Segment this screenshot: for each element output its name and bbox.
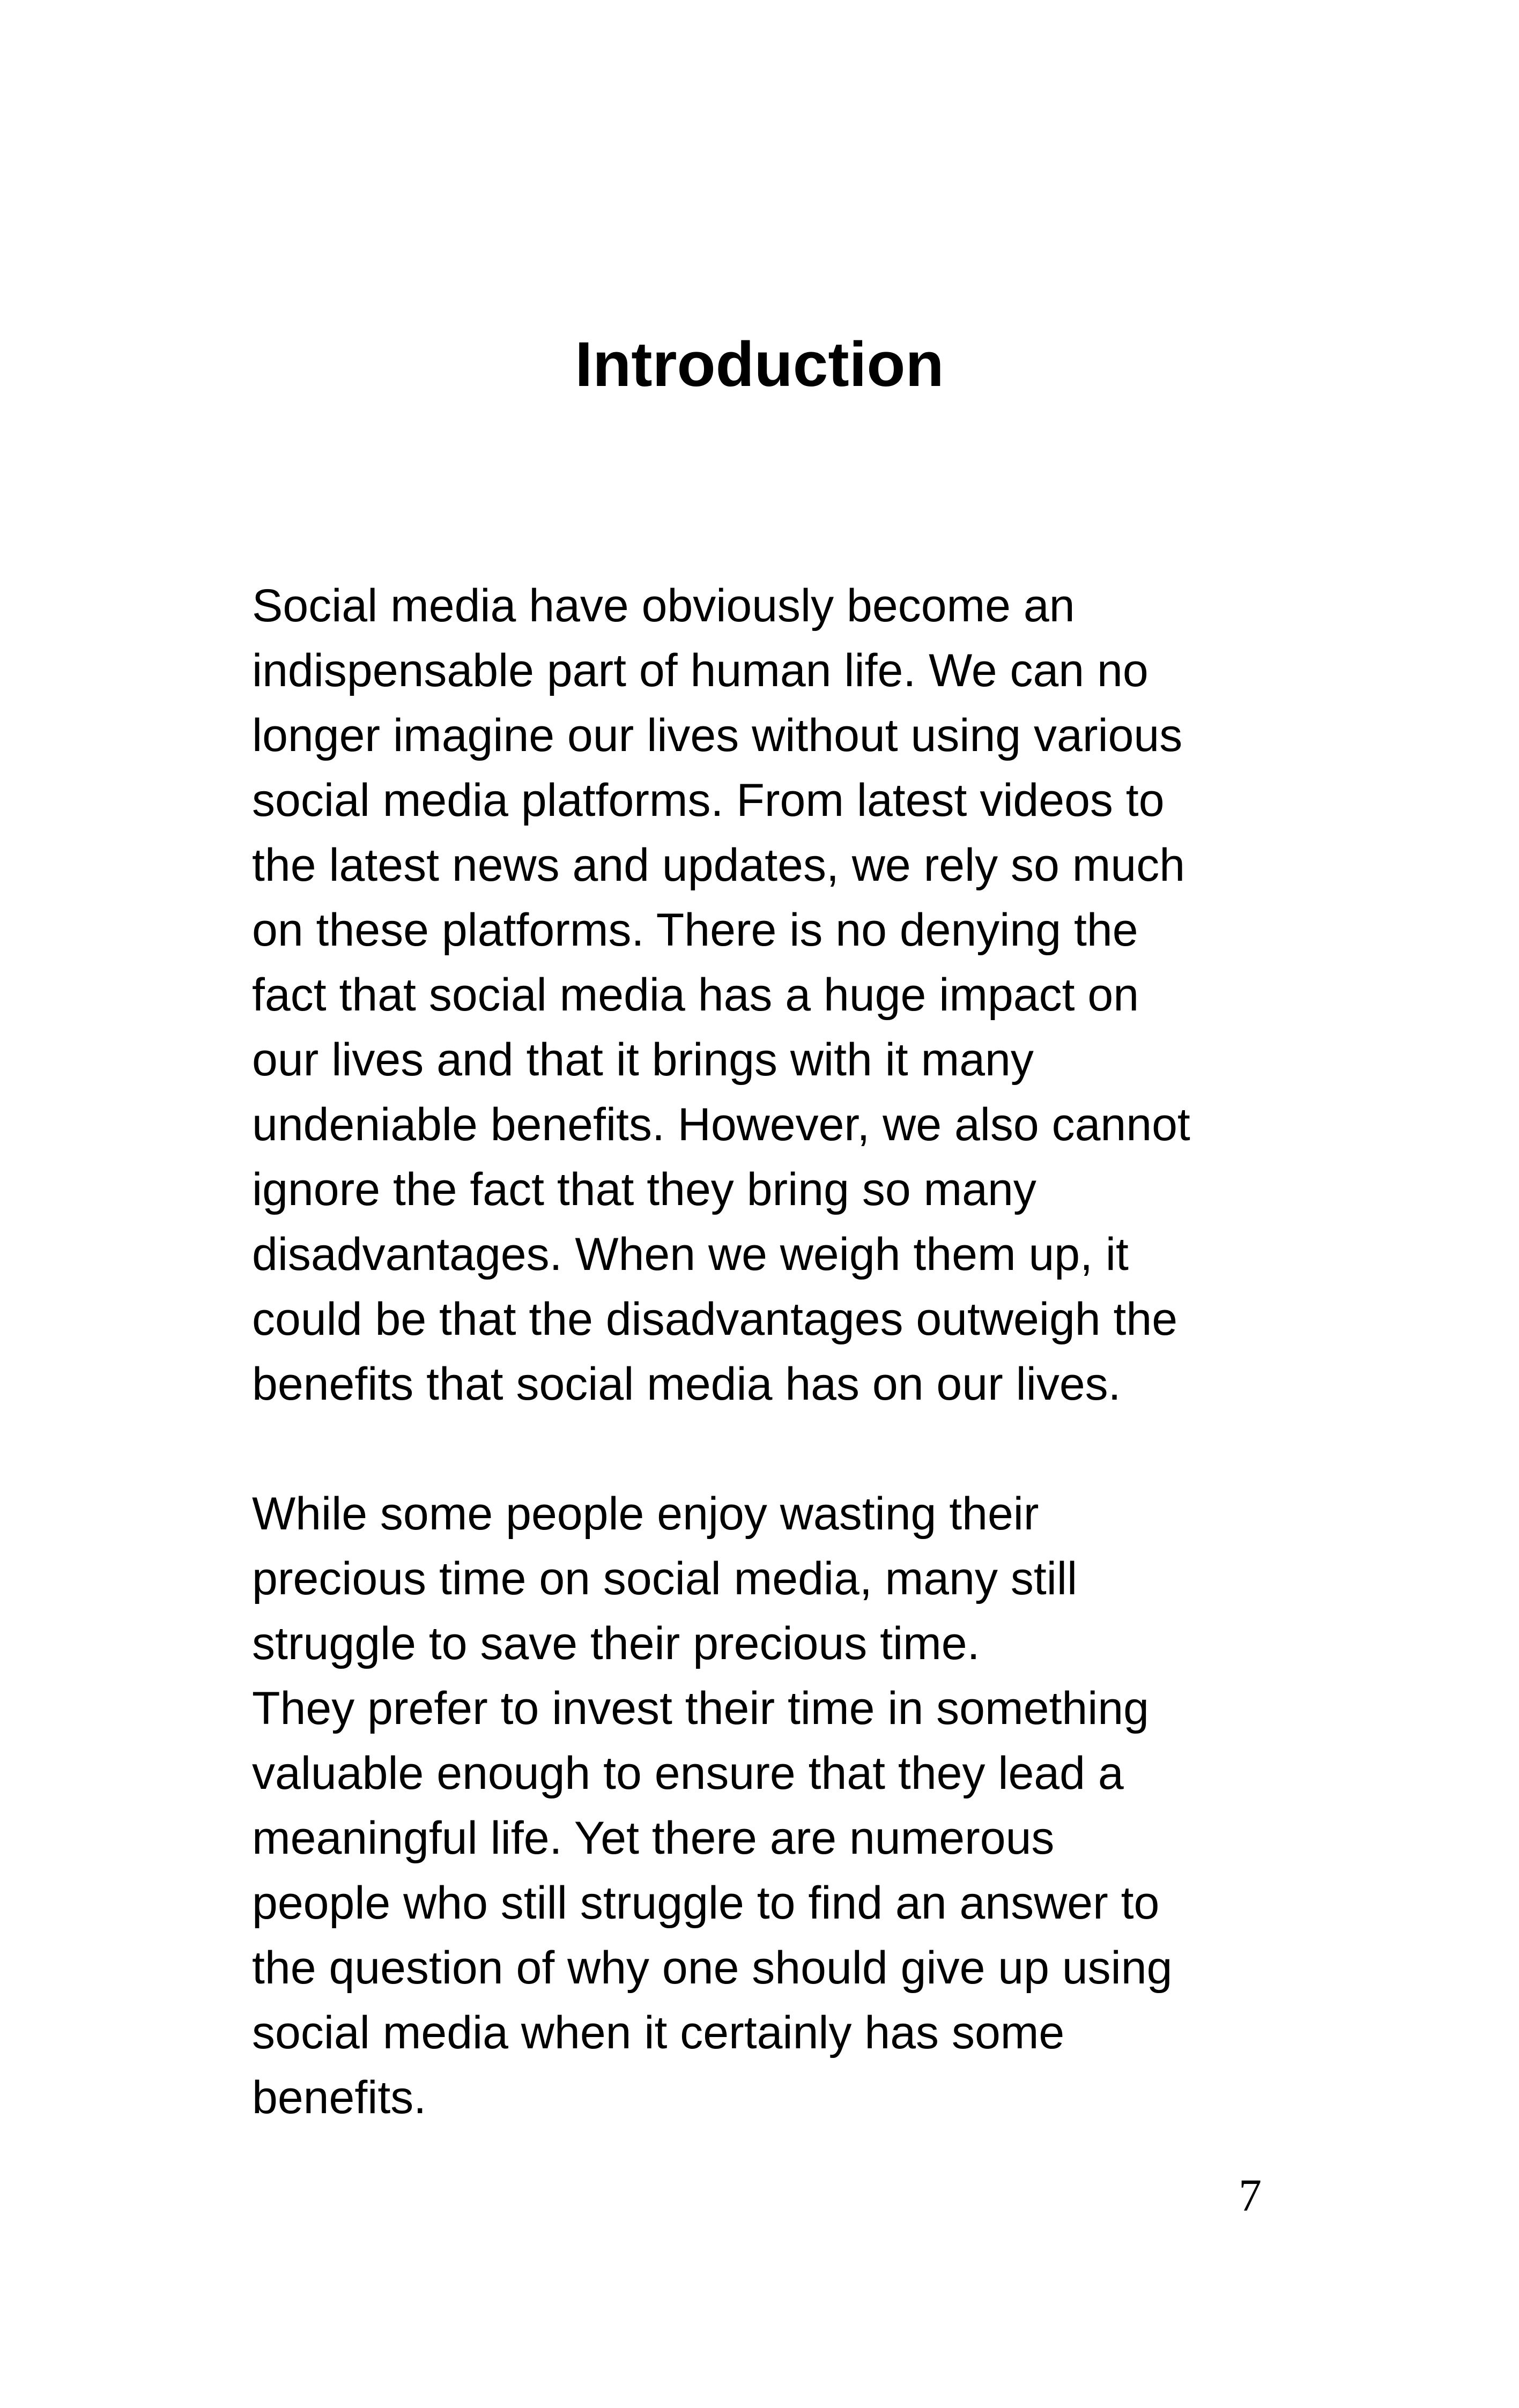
text-line: fact that social media has a huge impact on xyxy=(252,969,1139,1021)
text-line: meaningful life. Yet there are numerous xyxy=(252,1812,1055,1864)
body-text xyxy=(252,574,1324,2130)
text-line: longer imagine our lives without using various xyxy=(252,710,1183,761)
page-number: 7 xyxy=(1239,2169,1262,2221)
text-line: the latest news and updates, we rely so much xyxy=(252,839,1185,891)
text-line: social media when it certainly has some xyxy=(252,2007,1065,2058)
text-line: precious time on social media, many still xyxy=(252,1553,1078,1604)
text-line: our lives and that it brings with it many xyxy=(252,1034,1034,1086)
text-line: disadvantages. When we weigh them up, it xyxy=(252,1229,1129,1280)
page-title: Introduction xyxy=(575,329,944,400)
text-line: indispensable part of human life. We can no xyxy=(252,645,1148,696)
text-line: benefits that social media has on our lives. xyxy=(252,1358,1121,1410)
text-line: undeniable benefits. However, we also cannot xyxy=(252,1099,1190,1150)
text-line: They prefer to invest their time in something xyxy=(252,1683,1149,1734)
paragraph-spacer xyxy=(252,1417,1324,1482)
text-line: could be that the disadvantages outweigh the xyxy=(252,1294,1178,1345)
text-line: social media platforms. From latest videos to xyxy=(252,775,1165,826)
text-line: people who still struggle to find an answer to xyxy=(252,1877,1160,1929)
paragraph-2 xyxy=(252,1482,1324,2130)
text-line: Social media have obviously become an xyxy=(252,580,1075,631)
text-line: the question of why one should give up using xyxy=(252,1942,1173,1994)
text-line: on these platforms. There is no denying the xyxy=(252,904,1138,956)
paragraph-1 xyxy=(252,574,1324,1417)
text-line: valuable enough to ensure that they lead a xyxy=(252,1748,1124,1799)
text-line: benefits. xyxy=(252,2072,427,2123)
text-line: struggle to save their precious time. xyxy=(252,1618,980,1669)
text-line: While some people enjoy wasting their xyxy=(252,1488,1039,1540)
text-line: ignore the fact that they bring so many xyxy=(252,1164,1036,1215)
